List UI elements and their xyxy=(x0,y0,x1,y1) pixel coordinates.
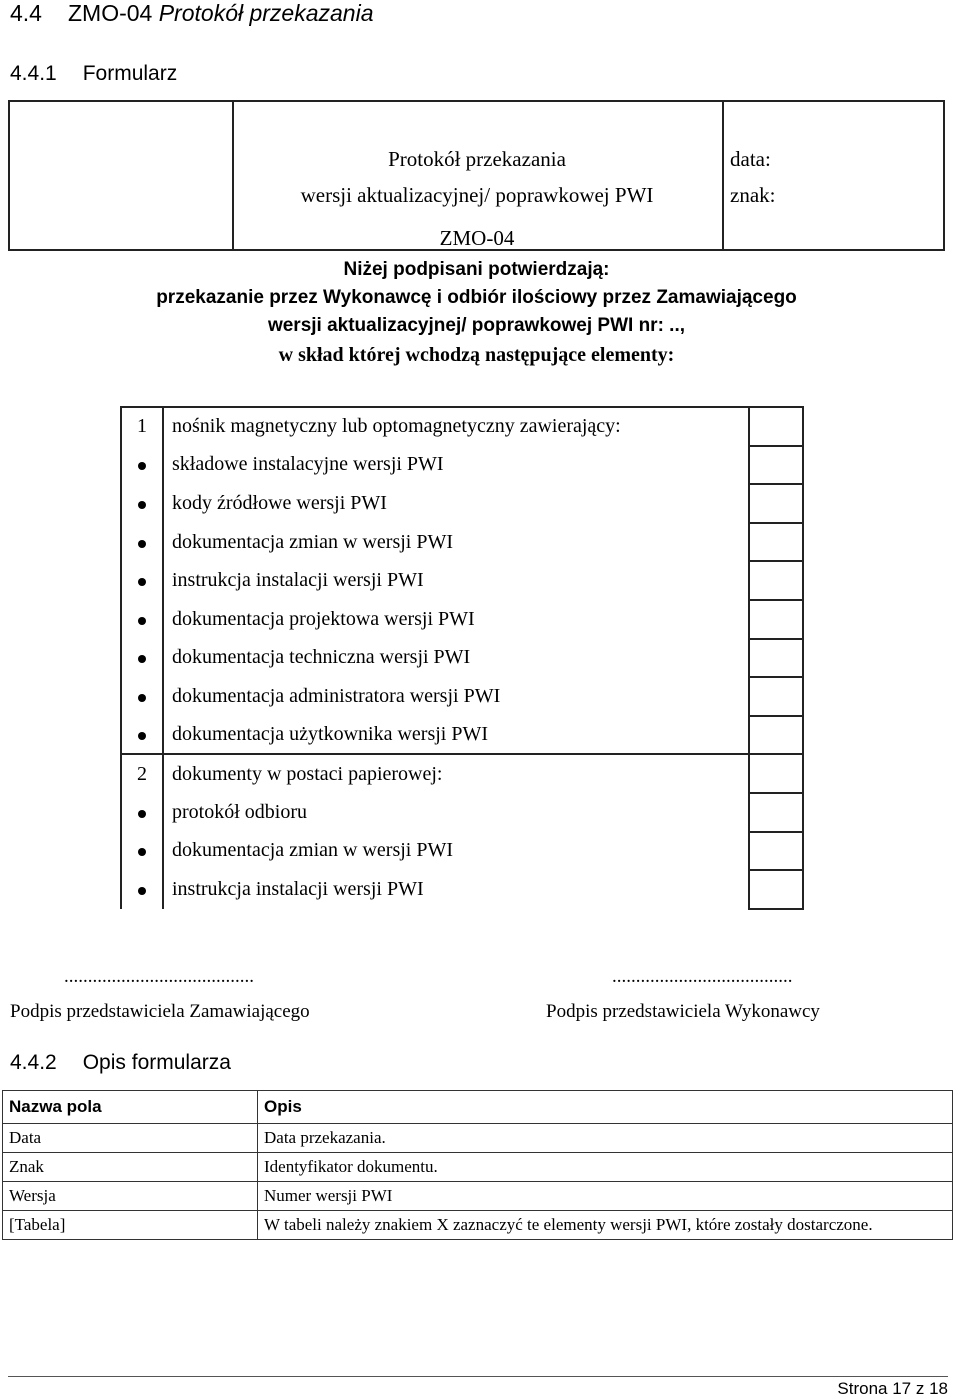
page-number: Strona 17 z 18 xyxy=(837,1379,948,1398)
item-marker xyxy=(121,639,163,678)
item-label: instrukcja instalacji wersji PWI xyxy=(163,561,749,600)
checkbox-cell[interactable] xyxy=(749,600,803,639)
bullet-icon xyxy=(138,810,146,818)
item-marker xyxy=(121,832,163,871)
description-heading xyxy=(10,1051,231,1075)
section-heading xyxy=(10,0,374,27)
checkbox-cell[interactable] xyxy=(749,793,803,832)
section-code: ZMO-04 xyxy=(67,0,159,26)
section-number: 4.4 xyxy=(10,0,42,26)
bullet-icon xyxy=(138,578,146,586)
checkbox-cell[interactable] xyxy=(749,716,803,755)
footer-divider xyxy=(8,1376,948,1377)
item-marker xyxy=(121,870,163,909)
checkbox-cell[interactable] xyxy=(749,832,803,871)
item-label: dokumentacja projektowa wersji PWI xyxy=(163,600,749,639)
item-label: kody źródłowe wersji PWI xyxy=(163,484,749,523)
table-row xyxy=(121,639,803,678)
right-signature-dots: ...................................... xyxy=(612,966,793,987)
checkbox-cell[interactable] xyxy=(749,446,803,485)
item-marker: 1 xyxy=(121,407,163,446)
column-header-description: Opis xyxy=(258,1091,953,1124)
item-marker xyxy=(121,561,163,600)
checkbox-cell[interactable] xyxy=(749,523,803,562)
table-row xyxy=(121,716,803,755)
bullet-icon xyxy=(138,540,146,548)
item-label: dokumentacja użytkownika wersji PWI xyxy=(163,716,749,755)
checkbox-cell[interactable] xyxy=(749,561,803,600)
table-row xyxy=(121,870,803,909)
section-title: Protokół przekazania xyxy=(158,0,374,26)
table-row xyxy=(121,677,803,716)
left-signature-label: Podpis przedstawiciela Zamawiającego xyxy=(10,1001,310,1022)
subsection-number: 4.4.1 xyxy=(10,62,57,85)
confirmation-line2: przekazanie przez Wykonawcę i odbiór ilościowy przez Zamawiającego xyxy=(156,287,797,308)
table-row xyxy=(121,523,803,562)
field-description-cell: W tabeli należy znakiem X zaznaczyć te elementy wersji PWI, które zostały dostarczone. xyxy=(258,1211,953,1240)
checkbox-cell[interactable] xyxy=(749,754,803,793)
bullet-icon xyxy=(138,501,146,509)
checkbox-cell[interactable] xyxy=(749,407,803,446)
item-marker xyxy=(121,716,163,755)
elements-table xyxy=(120,406,804,910)
field-name-cell: Data xyxy=(3,1124,258,1153)
form-title-line2: wersji aktualizacyjnej/ poprawkowej PWI xyxy=(300,183,654,207)
right-signature-label: Podpis przedstawiciela Wykonawcy xyxy=(546,1001,820,1022)
description-number: 4.4.2 xyxy=(10,1051,57,1074)
form-code: ZMO-04 xyxy=(439,226,515,250)
item-label: nośnik magnetyczny lub optomagnetyczny zawierający: xyxy=(163,407,749,446)
sign-field-label: znak: xyxy=(730,183,776,207)
item-label: instrukcja instalacji wersji PWI xyxy=(163,870,749,909)
table-row xyxy=(3,1124,953,1153)
field-name-cell: [Tabela] xyxy=(3,1211,258,1240)
checkbox-cell[interactable] xyxy=(749,484,803,523)
bullet-icon xyxy=(138,694,146,702)
bullet-icon xyxy=(138,617,146,625)
checkbox-cell[interactable] xyxy=(749,639,803,678)
checkbox-cell[interactable] xyxy=(749,677,803,716)
form-title-line1: Protokół przekazania xyxy=(388,147,566,171)
subsection-title: Formularz xyxy=(82,62,178,85)
table-row xyxy=(121,407,803,446)
item-label: dokumenty w postaci papierowej: xyxy=(163,754,749,793)
date-field-label: data: xyxy=(730,147,771,171)
item-marker xyxy=(121,677,163,716)
bullet-icon xyxy=(138,848,146,856)
bullet-icon xyxy=(138,462,146,470)
item-marker: 2 xyxy=(121,754,163,793)
table-row xyxy=(121,754,803,793)
table-row xyxy=(3,1153,953,1182)
description-title: Opis formularza xyxy=(82,1051,231,1074)
item-marker xyxy=(121,600,163,639)
field-name-cell: Znak xyxy=(3,1153,258,1182)
confirmation-line1: Niżej podpisani potwierdzają: xyxy=(343,259,610,280)
item-label: protokół odbioru xyxy=(163,793,749,832)
item-label: dokumentacja zmian w wersji PWI xyxy=(163,523,749,562)
column-header-field-name: Nazwa pola xyxy=(3,1091,258,1124)
item-label: dokumentacja techniczna wersji PWI xyxy=(163,639,749,678)
bullet-icon xyxy=(138,887,146,895)
checkbox-cell[interactable] xyxy=(749,870,803,909)
form-logo-cell xyxy=(10,102,234,249)
item-label: dokumentacja zmian w wersji PWI xyxy=(163,832,749,871)
subsection-heading xyxy=(10,62,177,86)
item-marker xyxy=(121,523,163,562)
table-row xyxy=(121,600,803,639)
field-name-cell: Wersja xyxy=(3,1182,258,1211)
confirmation-line3: wersji aktualizacyjnej/ poprawkowej PWI nr: .., xyxy=(267,315,686,336)
confirmation-line4: w skład której wchodzą następujące elementy: xyxy=(278,344,675,366)
table-row xyxy=(121,832,803,871)
field-description-cell: Data przekazania. xyxy=(258,1124,953,1153)
item-label: dokumentacja administratora wersji PWI xyxy=(163,677,749,716)
table-row xyxy=(121,561,803,600)
field-description-cell: Identyfikator dokumentu. xyxy=(258,1153,953,1182)
table-row xyxy=(3,1182,953,1211)
item-label: składowe instalacyjne wersji PWI xyxy=(163,446,749,485)
left-signature-dots: ........................................ xyxy=(64,966,254,987)
table-row xyxy=(121,793,803,832)
bullet-icon xyxy=(138,655,146,663)
bullet-icon xyxy=(138,732,146,740)
item-marker xyxy=(121,793,163,832)
field-description-cell: Numer wersji PWI xyxy=(258,1182,953,1211)
table-row xyxy=(3,1211,953,1240)
table-row xyxy=(121,484,803,523)
item-marker xyxy=(121,446,163,485)
table-row xyxy=(121,446,803,485)
description-table xyxy=(2,1090,953,1240)
item-marker xyxy=(121,484,163,523)
form-header-box xyxy=(8,100,945,251)
form-meta-cell xyxy=(722,102,945,249)
